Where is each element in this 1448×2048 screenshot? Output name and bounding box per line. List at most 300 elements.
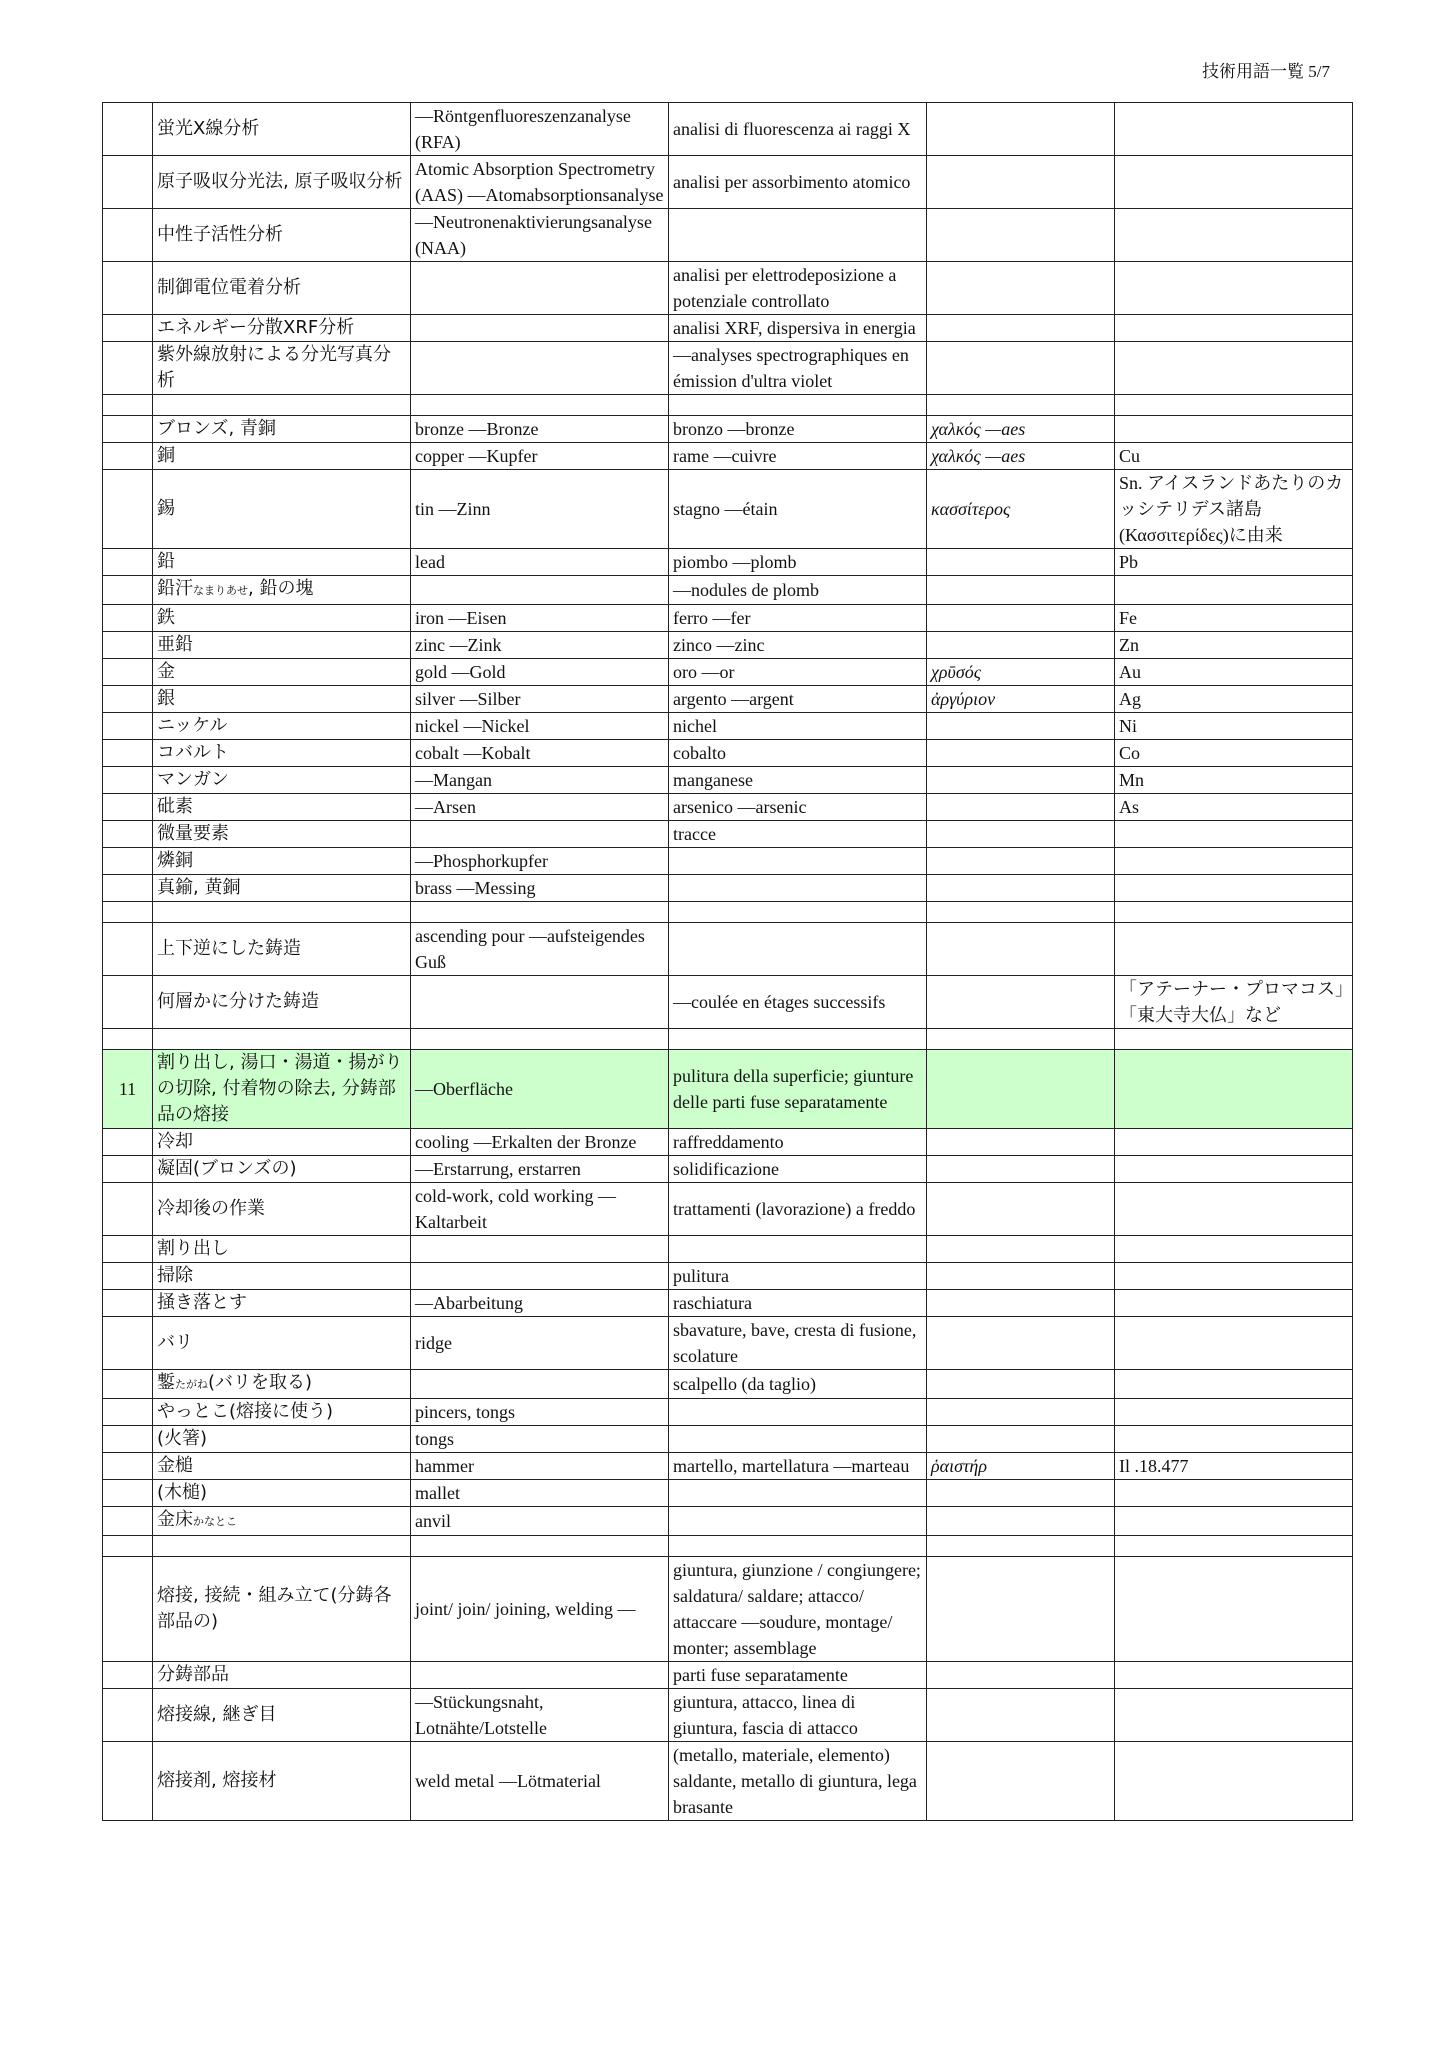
italian-french-term: manganese [669, 767, 927, 794]
english-german-term: silver —Silber [411, 686, 669, 713]
italian-french-term: giuntura, attacco, linea di giuntura, fascia di attacco [669, 1689, 927, 1742]
row-number [103, 262, 153, 315]
greek-latin-term [927, 794, 1115, 821]
greek-latin-term [927, 342, 1115, 395]
table-row [103, 1263, 1353, 1290]
japanese-term [153, 902, 411, 923]
greek-latin-term: κασσίτερος [927, 470, 1115, 549]
japanese-term: 熔接剤, 熔接材 [153, 1742, 411, 1821]
japanese-term: (火箸) [153, 1426, 411, 1453]
italian-french-term: arsenico —arsenic [669, 794, 927, 821]
greek-latin-term [927, 923, 1115, 976]
japanese-term: ニッケル [153, 713, 411, 740]
note-cell [1115, 209, 1353, 262]
note-cell: Ni [1115, 713, 1353, 740]
note-cell [1115, 1689, 1353, 1742]
italian-french-term [669, 1536, 927, 1557]
table-row [103, 794, 1353, 821]
note-cell [1115, 156, 1353, 209]
english-german-term: —Phosphorkupfer [411, 848, 669, 875]
japanese-term [153, 1029, 411, 1050]
greek-latin-term [927, 1183, 1115, 1236]
greek-latin-term [927, 1507, 1115, 1536]
italian-french-term: giuntura, giunzione / congiungere; saldatura/ saldare; attacco/ attaccare —soudure, montage/ monter; assemblage [669, 1557, 927, 1662]
italian-french-term: argento —argent [669, 686, 927, 713]
row-number [103, 1183, 153, 1236]
english-german-term [411, 1662, 669, 1689]
greek-latin-term [927, 576, 1115, 605]
table-row [103, 1156, 1353, 1183]
blank-row [103, 902, 1353, 923]
row-number [103, 395, 153, 416]
japanese-term: (木槌) [153, 1480, 411, 1507]
greek-latin-term [927, 262, 1115, 315]
english-german-term: mallet [411, 1480, 669, 1507]
english-german-term [411, 262, 669, 315]
italian-french-term [669, 1507, 927, 1536]
table-row [103, 1557, 1353, 1662]
japanese-term-main: 金床 [157, 1509, 193, 1530]
greek-latin-term [927, 1236, 1115, 1263]
japanese-term: 上下逆にした鋳造 [153, 923, 411, 976]
row-number [103, 1536, 153, 1557]
english-german-term [411, 395, 669, 416]
japanese-term: 割り出し [153, 1236, 411, 1263]
row-number [103, 209, 153, 262]
row-number [103, 794, 153, 821]
row-number [103, 605, 153, 632]
greek-latin-term [927, 848, 1115, 875]
row-number [103, 659, 153, 686]
italian-french-term: zinco —zinc [669, 632, 927, 659]
japanese-term: 熔接線, 継ぎ目 [153, 1689, 411, 1742]
italian-french-term: nichel [669, 713, 927, 740]
japanese-term: 蛍光X線分析 [153, 103, 411, 156]
row-number [103, 315, 153, 342]
greek-latin-term [927, 767, 1115, 794]
table-row [103, 576, 1353, 605]
english-german-term [411, 821, 669, 848]
japanese-term: 凝固(ブロンズの) [153, 1156, 411, 1183]
row-number [103, 686, 153, 713]
italian-french-term: analisi per assorbimento atomico [669, 156, 927, 209]
row-number [103, 848, 153, 875]
note-cell: Cu [1115, 443, 1353, 470]
greek-latin-term [927, 740, 1115, 767]
english-german-term: —Oberfläche [411, 1050, 669, 1129]
greek-latin-term [927, 1263, 1115, 1290]
greek-latin-term [927, 1426, 1115, 1453]
japanese-term: 金槌 [153, 1453, 411, 1480]
greek-latin-term [927, 976, 1115, 1029]
english-german-term: zinc —Zink [411, 632, 669, 659]
italian-french-term: cobalto [669, 740, 927, 767]
english-german-term [411, 1536, 669, 1557]
row-number [103, 443, 153, 470]
greek-latin-term [927, 1029, 1115, 1050]
note-cell: Au [1115, 659, 1353, 686]
table-row [103, 209, 1353, 262]
english-german-term [411, 976, 669, 1029]
table-row [103, 1507, 1353, 1536]
row-number [103, 1662, 153, 1689]
english-german-term: tongs [411, 1426, 669, 1453]
row-number [103, 1399, 153, 1426]
row-number [103, 416, 153, 443]
italian-french-term: —coulée en étages successifs [669, 976, 927, 1029]
greek-latin-term [927, 875, 1115, 902]
note-cell [1115, 103, 1353, 156]
italian-french-term: —analyses spectrographiques en émission d'ultra violet [669, 342, 927, 395]
italian-french-term [669, 1399, 927, 1426]
japanese-term [153, 1370, 411, 1399]
note-cell [1115, 1236, 1353, 1263]
table-row [103, 1399, 1353, 1426]
japanese-term: 錫 [153, 470, 411, 549]
japanese-term: 銀 [153, 686, 411, 713]
italian-french-term [669, 875, 927, 902]
japanese-term: 鉄 [153, 605, 411, 632]
note-cell: Il .18.477 [1115, 1453, 1353, 1480]
note-cell [1115, 923, 1353, 976]
italian-french-term: trattamenti (lavorazione) a freddo [669, 1183, 927, 1236]
table-row [103, 1317, 1353, 1370]
row-number [103, 1370, 153, 1399]
page-header: 技術用語一覧 5/7 [1202, 62, 1330, 81]
japanese-term: 鉛 [153, 549, 411, 576]
japanese-term: 分鋳部品 [153, 1662, 411, 1689]
japanese-term: マンガン [153, 767, 411, 794]
row-number [103, 713, 153, 740]
row-number [103, 821, 153, 848]
japanese-term: 何層かに分けた鋳造 [153, 976, 411, 1029]
row-number [103, 1317, 153, 1370]
row-number [103, 470, 153, 549]
note-cell [1115, 1263, 1353, 1290]
table-row [103, 767, 1353, 794]
english-german-term: nickel —Nickel [411, 713, 669, 740]
table-row [103, 342, 1353, 395]
row-number [103, 767, 153, 794]
japanese-term: 冷却 [153, 1129, 411, 1156]
table-row [103, 976, 1353, 1029]
greek-latin-term [927, 1129, 1115, 1156]
row-number: 11 [103, 1050, 153, 1129]
greek-latin-term [927, 156, 1115, 209]
english-german-term: ridge [411, 1317, 669, 1370]
table-row [103, 1370, 1353, 1399]
note-cell [1115, 1183, 1353, 1236]
italian-french-term: sbavature, bave, cresta di fusione, scolature [669, 1317, 927, 1370]
table-row [103, 1236, 1353, 1263]
english-german-term: pincers, tongs [411, 1399, 669, 1426]
table-row [103, 1453, 1353, 1480]
japanese-term: 微量要素 [153, 821, 411, 848]
japanese-term: 冷却後の作業 [153, 1183, 411, 1236]
note-cell [1115, 342, 1353, 395]
row-number [103, 576, 153, 605]
italian-french-term: bronzo —bronze [669, 416, 927, 443]
italian-french-term [669, 1480, 927, 1507]
row-number [103, 632, 153, 659]
japanese-term: 掻き落とす [153, 1290, 411, 1317]
italian-french-term [669, 902, 927, 923]
note-cell: Ag [1115, 686, 1353, 713]
table-row [103, 605, 1353, 632]
japanese-term: 亜鉛 [153, 632, 411, 659]
greek-latin-term: χαλκός —aes [927, 416, 1115, 443]
japanese-term-main: 鏨 [157, 1372, 175, 1393]
note-cell [1115, 395, 1353, 416]
note-cell: Fe [1115, 605, 1353, 632]
english-german-term: cobalt —Kobalt [411, 740, 669, 767]
japanese-term: バリ [153, 1317, 411, 1370]
english-german-term: brass —Messing [411, 875, 669, 902]
row-number [103, 103, 153, 156]
english-german-term: —Stückungsnaht, Lotnähte/Lotstelle [411, 1689, 669, 1742]
note-cell [1115, 1426, 1353, 1453]
row-number [103, 923, 153, 976]
english-german-term [411, 576, 669, 605]
table-row [103, 1426, 1353, 1453]
note-cell [1115, 1742, 1353, 1821]
italian-french-term: pulitura della superficie; giunture delle parti fuse separatamente [669, 1050, 927, 1129]
row-number [103, 1029, 153, 1050]
note-cell: Sn. アイスランドあたりのカッシテリデス諸島(Κασσιτερίδες)に由来 [1115, 470, 1353, 549]
japanese-term-rest: (バリを取る) [208, 1372, 313, 1393]
note-cell: Co [1115, 740, 1353, 767]
row-number [103, 740, 153, 767]
note-cell [1115, 1317, 1353, 1370]
italian-french-term: tracce [669, 821, 927, 848]
greek-latin-term [927, 1536, 1115, 1557]
note-cell [1115, 416, 1353, 443]
row-number [103, 976, 153, 1029]
greek-latin-term [927, 632, 1115, 659]
furigana-reading: なまりあせ [193, 584, 248, 597]
row-number [103, 1263, 153, 1290]
japanese-term: 掃除 [153, 1263, 411, 1290]
italian-french-term: stagno —étain [669, 470, 927, 549]
japanese-term: 燐銅 [153, 848, 411, 875]
greek-latin-term [927, 1290, 1115, 1317]
note-cell [1115, 1129, 1353, 1156]
note-cell [1115, 1370, 1353, 1399]
greek-latin-term [927, 1480, 1115, 1507]
note-cell: Mn [1115, 767, 1353, 794]
table-row [103, 1689, 1353, 1742]
japanese-term: 銅 [153, 443, 411, 470]
japanese-term: 砒素 [153, 794, 411, 821]
row-number [103, 1557, 153, 1662]
row-number [103, 1236, 153, 1263]
italian-french-term: pulitura [669, 1263, 927, 1290]
note-cell: Zn [1115, 632, 1353, 659]
table-row [103, 848, 1353, 875]
english-german-term: bronze —Bronze [411, 416, 669, 443]
japanese-term: 中性子活性分析 [153, 209, 411, 262]
greek-latin-term [927, 1399, 1115, 1426]
note-cell [1115, 1480, 1353, 1507]
italian-french-term [669, 848, 927, 875]
table-row [103, 1662, 1353, 1689]
italian-french-term: raschiatura [669, 1290, 927, 1317]
japanese-term [153, 1536, 411, 1557]
italian-french-term: martello, martellatura —marteau [669, 1453, 927, 1480]
note-cell [1115, 1536, 1353, 1557]
italian-french-term: analisi XRF, dispersiva in energia [669, 315, 927, 342]
greek-latin-term: ῥαιστήρ [927, 1453, 1115, 1480]
table-row [103, 443, 1353, 470]
greek-latin-term [927, 1317, 1115, 1370]
table-row [103, 156, 1353, 209]
greek-latin-term [927, 103, 1115, 156]
blank-row [103, 395, 1353, 416]
italian-french-term: oro —or [669, 659, 927, 686]
note-cell [1115, 1156, 1353, 1183]
row-number [103, 1156, 153, 1183]
english-german-term [411, 1236, 669, 1263]
english-german-term [411, 1370, 669, 1399]
japanese-term-main: 鉛汗 [157, 578, 193, 599]
greek-latin-term: ἀργύριον [927, 686, 1115, 713]
english-german-term: —Röntgenfluoreszenzanalyse (RFA) [411, 103, 669, 156]
row-number [103, 1453, 153, 1480]
row-number [103, 1742, 153, 1821]
english-german-term: Atomic Absorption Spectrometry (AAS) —Atomabsorptionsanalyse [411, 156, 669, 209]
english-german-term: weld metal —Lötmaterial [411, 1742, 669, 1821]
note-cell [1115, 1662, 1353, 1689]
furigana-reading: たがね [175, 1378, 208, 1391]
english-german-term [411, 1263, 669, 1290]
note-cell: 「アテーナー・プロマコス」「東大寺大仏」など [1115, 976, 1353, 1029]
note-cell [1115, 1029, 1353, 1050]
english-german-term [411, 315, 669, 342]
row-number [103, 902, 153, 923]
english-german-term: copper —Kupfer [411, 443, 669, 470]
italian-french-term [669, 209, 927, 262]
english-german-term [411, 1029, 669, 1050]
greek-latin-term [927, 1156, 1115, 1183]
italian-french-term: rame —cuivre [669, 443, 927, 470]
italian-french-term: analisi di fluorescenza ai raggi X [669, 103, 927, 156]
japanese-term-rest: , 鉛の塊 [248, 578, 314, 599]
furigana-reading: かなとこ [193, 1515, 237, 1528]
english-german-term: tin —Zinn [411, 470, 669, 549]
note-cell: As [1115, 794, 1353, 821]
japanese-term: 真鍮, 黄銅 [153, 875, 411, 902]
english-german-term: cooling —Erkalten der Bronze [411, 1129, 669, 1156]
italian-french-term [669, 1029, 927, 1050]
greek-latin-term [927, 209, 1115, 262]
japanese-term [153, 395, 411, 416]
table-row [103, 315, 1353, 342]
table-row [103, 416, 1353, 443]
note-cell [1115, 262, 1353, 315]
english-german-term: gold —Gold [411, 659, 669, 686]
greek-latin-term [927, 549, 1115, 576]
english-german-term: iron —Eisen [411, 605, 669, 632]
blank-row [103, 1536, 1353, 1557]
greek-latin-term [927, 1689, 1115, 1742]
italian-french-term: piombo —plomb [669, 549, 927, 576]
japanese-term: コバルト [153, 740, 411, 767]
table-row [103, 470, 1353, 549]
japanese-term: エネルギー分散XRF分析 [153, 315, 411, 342]
note-cell: Pb [1115, 549, 1353, 576]
note-cell [1115, 1507, 1353, 1536]
italian-french-term [669, 1236, 927, 1263]
italian-french-term: analisi per elettrodeposizione a potenziale controllato [669, 262, 927, 315]
japanese-term: 原子吸収分光法, 原子吸収分析 [153, 156, 411, 209]
note-cell [1115, 875, 1353, 902]
japanese-term: 金 [153, 659, 411, 686]
row-number [103, 156, 153, 209]
blank-row [103, 1029, 1353, 1050]
table-row [103, 659, 1353, 686]
note-cell [1115, 821, 1353, 848]
table-row [103, 549, 1353, 576]
italian-french-term: ferro —fer [669, 605, 927, 632]
table-row [103, 1183, 1353, 1236]
table-row [103, 1480, 1353, 1507]
table-row [103, 1050, 1353, 1129]
japanese-term: 制御電位電着分析 [153, 262, 411, 315]
greek-latin-term [927, 1050, 1115, 1129]
greek-latin-term [927, 315, 1115, 342]
japanese-term [153, 576, 411, 605]
english-german-term: hammer [411, 1453, 669, 1480]
note-cell [1115, 848, 1353, 875]
japanese-term: やっとこ(熔接に使う) [153, 1399, 411, 1426]
japanese-term: ブロンズ, 青銅 [153, 416, 411, 443]
table-row [103, 821, 1353, 848]
japanese-term [153, 1507, 411, 1536]
english-german-term [411, 902, 669, 923]
note-cell [1115, 1399, 1353, 1426]
table-row [103, 1129, 1353, 1156]
table-row [103, 740, 1353, 767]
row-number [103, 1129, 153, 1156]
english-german-term: cold-work, cold working —Kaltarbeit [411, 1183, 669, 1236]
greek-latin-term [927, 395, 1115, 416]
english-german-term: joint/ join/ joining, welding — [411, 1557, 669, 1662]
table-row [103, 923, 1353, 976]
italian-french-term: scalpello (da taglio) [669, 1370, 927, 1399]
japanese-term: 紫外線放射による分光写真分析 [153, 342, 411, 395]
note-cell [1115, 1290, 1353, 1317]
table-row [103, 103, 1353, 156]
row-number [103, 1426, 153, 1453]
greek-latin-term [927, 1662, 1115, 1689]
row-number [103, 549, 153, 576]
english-german-term: lead [411, 549, 669, 576]
japanese-term: 熔接, 接続・組み立て(分鋳各部品の) [153, 1557, 411, 1662]
english-german-term: —Neutronenaktivierungsanalyse (NAA) [411, 209, 669, 262]
english-german-term: —Mangan [411, 767, 669, 794]
italian-french-term: raffreddamento [669, 1129, 927, 1156]
row-number [103, 1480, 153, 1507]
greek-latin-term [927, 605, 1115, 632]
greek-latin-term: χαλκός —aes [927, 443, 1115, 470]
italian-french-term: (metallo, materiale, elemento) saldante, metallo di giuntura, lega brasante [669, 1742, 927, 1821]
note-cell [1115, 576, 1353, 605]
row-number [103, 875, 153, 902]
note-cell [1115, 1050, 1353, 1129]
glossary-table [102, 102, 1353, 1821]
table-row [103, 686, 1353, 713]
greek-latin-term [927, 1557, 1115, 1662]
